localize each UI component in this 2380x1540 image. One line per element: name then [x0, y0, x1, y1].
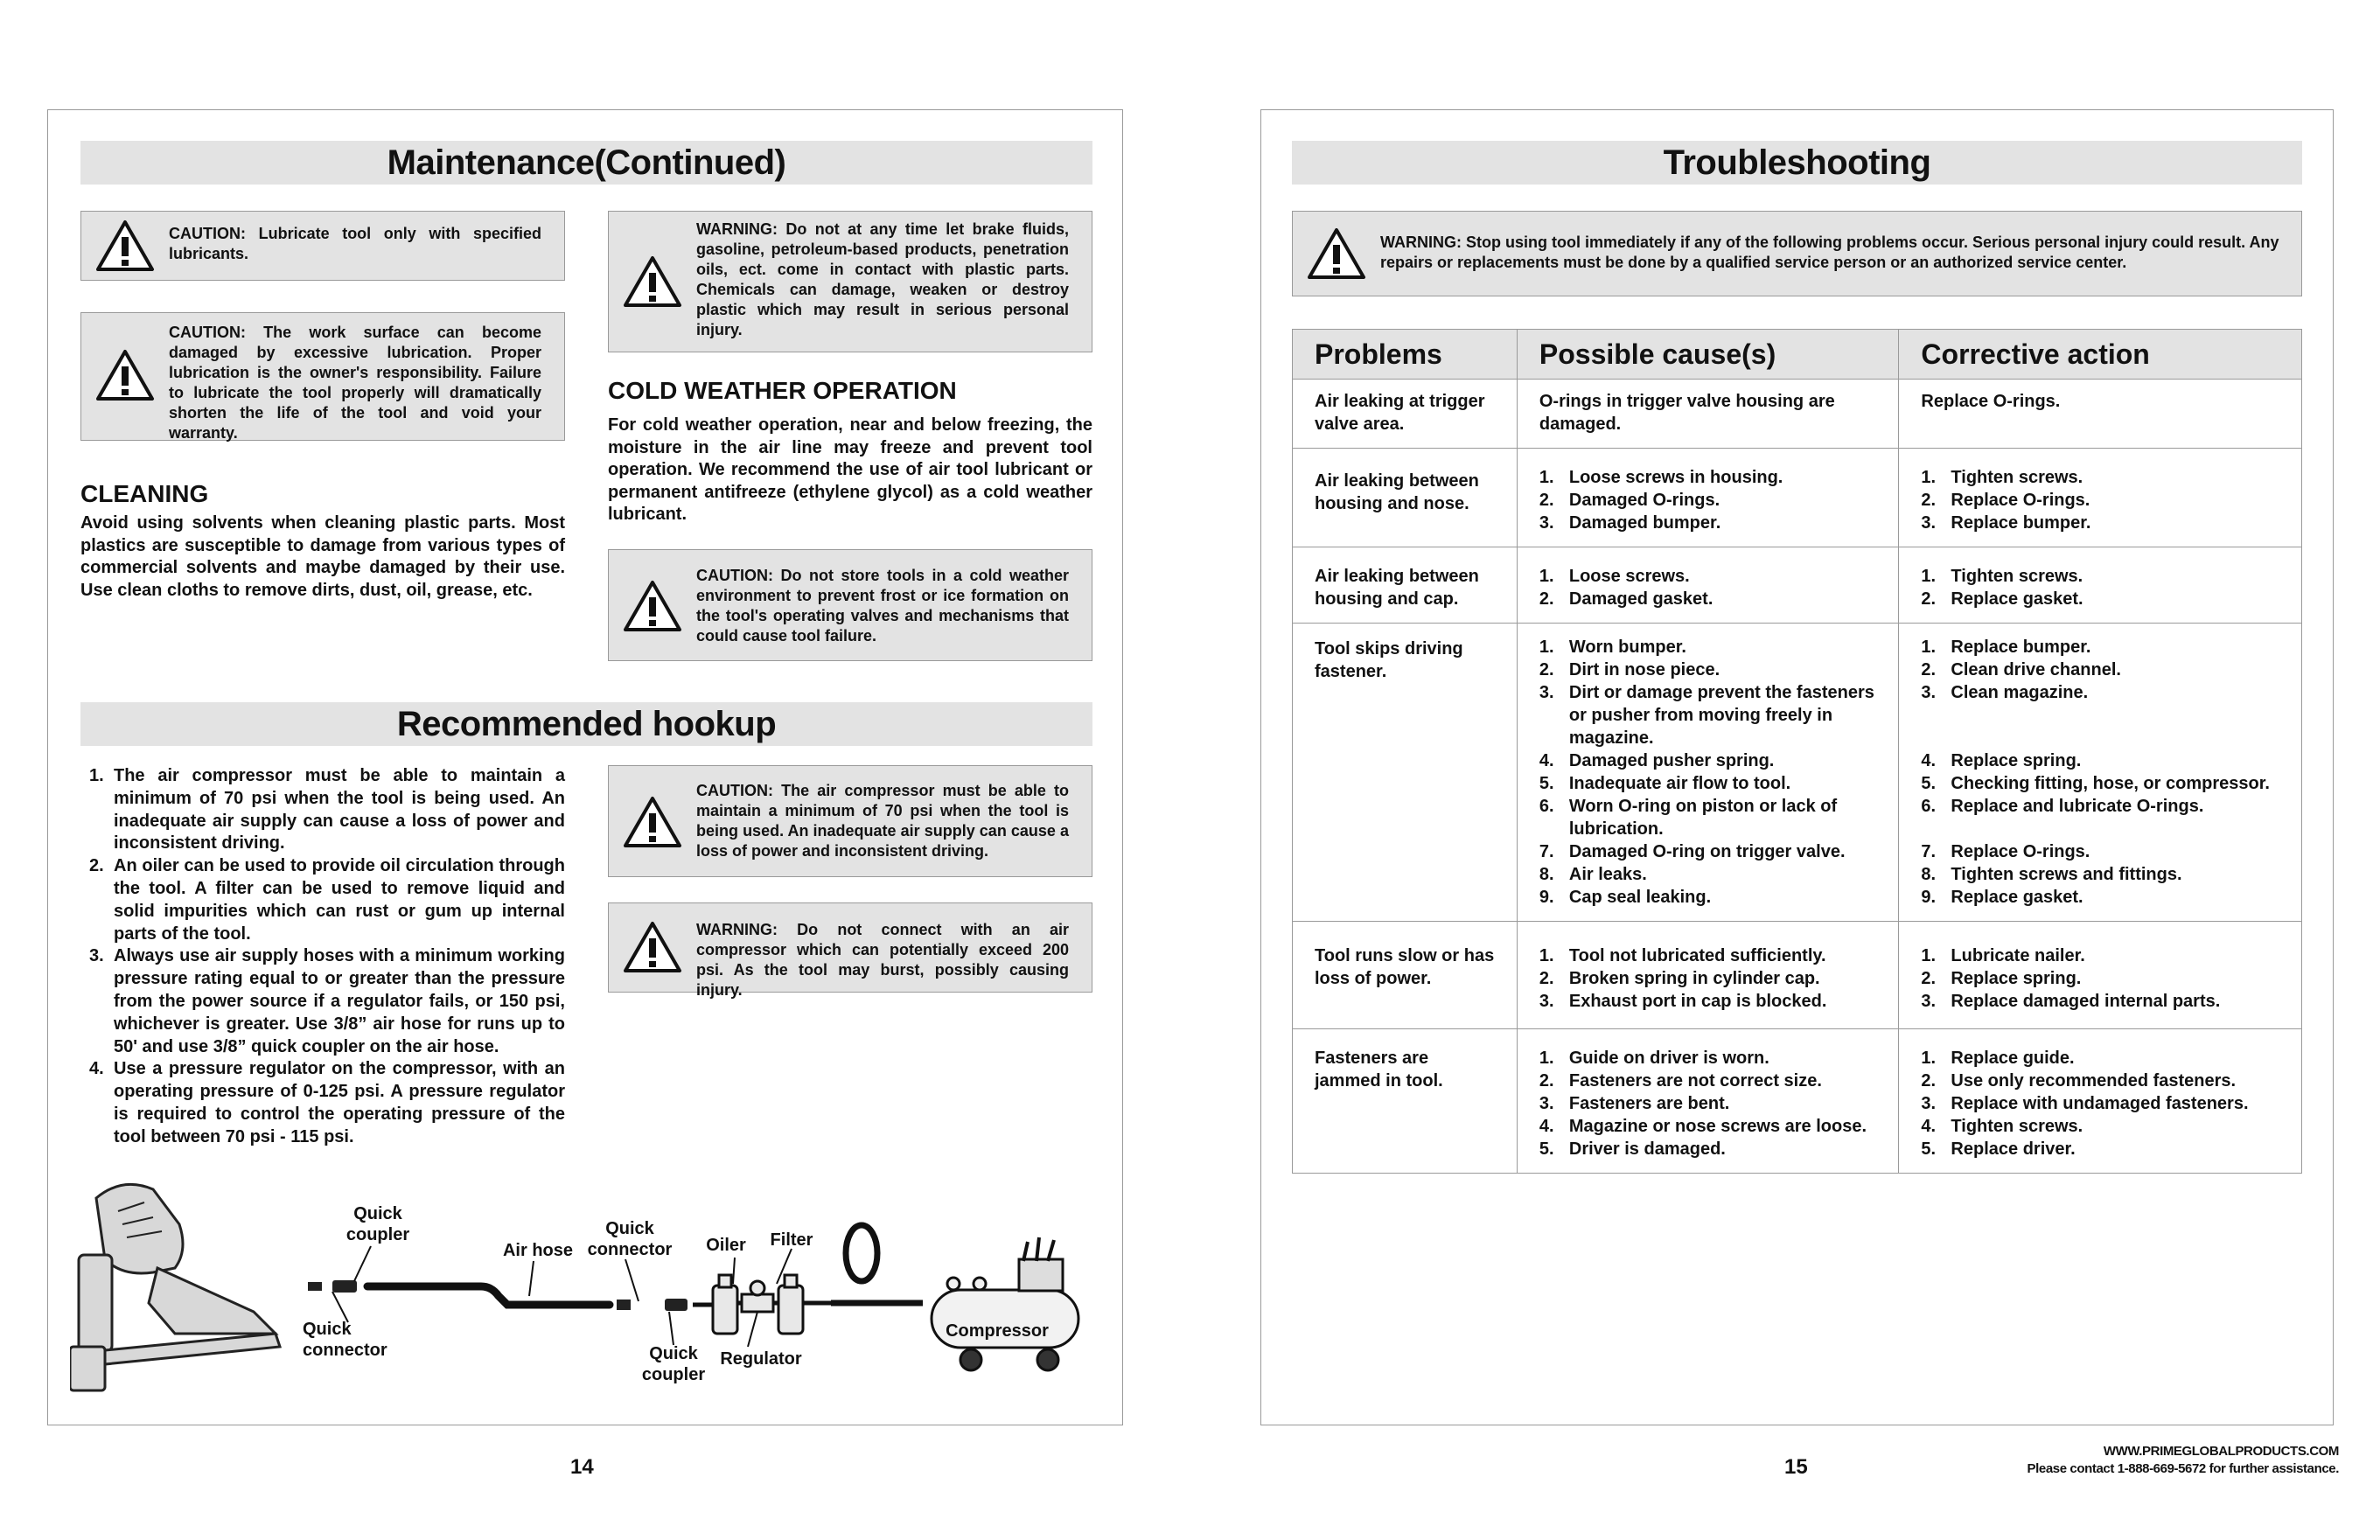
list-item: 1. Replace guide.: [1921, 1049, 2075, 1068]
list-item: 3. Always use air supply hoses with a minimum working pressure rating equal to or greater than the pressure from the power source if a regulator fails, or 150 psi, whichever is greater. Use 3/8” air hose for runs up to 50' and use 3/8” quick coupler on the air hose.: [89, 946, 565, 1056]
regulator-label: Regulator: [720, 1349, 802, 1369]
warning-200psi-text: WARNING: Do not connect with an air compressor which can potentially exceed 200 psi. As the tool may burst, possibly causing injury.: [696, 921, 1069, 999]
caution-compressor-text: CAUTION: The air compressor must be able to maintain a minimum of 70 psi when the tool is being used. An inadequate air supply can cause a loss of power and inconsistent driving.: [696, 782, 1069, 860]
list-item: 4. Damaged pusher spring.: [1539, 751, 1775, 770]
list-item: 2. Fasteners are not correct size.: [1539, 1071, 1822, 1091]
list-item: 3. Replace with undamaged fasteners.: [1921, 1094, 2249, 1113]
list-item: 8. Air leaks.: [1539, 865, 1647, 884]
warning-brake-fluids-text: WARNING: Do not at any time let brake fluids, gasoline, petroleum-based products, penetration oils, ect. come in contact with plastic parts. Chemicals can damage, weaken or destroy plastic which may result in serious personal injury.: [696, 220, 1069, 338]
list-item: 2. Replace gasket.: [1921, 589, 2083, 609]
quick-coupler-label: Quick coupler: [345, 1204, 410, 1244]
problem-cell: Air leaking between housing and cap.: [1293, 547, 1518, 624]
list-item: 1. Lubricate nailer.: [1921, 946, 2085, 965]
actions-cell: [1899, 449, 2302, 547]
cleaning-heading: CLEANING: [80, 480, 209, 507]
list-item: 1. Loose screws in housing.: [1539, 468, 1783, 487]
list-item: 1. Tool not lubricated sufficiently.: [1539, 946, 1826, 965]
table-row: [1293, 547, 2302, 624]
actions-cell: [1899, 922, 2302, 1029]
list-item: 1. Tighten screws.: [1921, 468, 2083, 487]
causes-cell: [1517, 449, 1899, 547]
actions-cell: Replace O-rings.: [1899, 380, 2302, 449]
causes-cell: [1517, 624, 1899, 922]
website-link[interactable]: WWW.PRIMEGLOBALPRODUCTS.COM: [2103, 1444, 2339, 1459]
list-item: 3. Replace damaged internal parts.: [1921, 992, 2221, 1011]
list-item: 3. Clean magazine.: [1921, 683, 2089, 702]
compressor-label: Compressor: [946, 1321, 1049, 1341]
list-item: 2. Replace spring.: [1921, 969, 2082, 988]
list-item: 5. Checking fitting, hose, or compressor.: [1921, 774, 2270, 793]
quick-coupler-label: Quick coupler: [641, 1344, 706, 1384]
causes-cell: O-rings in trigger valve housing are damaged.: [1517, 380, 1899, 449]
problem-cell: Tool skips driving fastener.: [1293, 624, 1518, 922]
problem-cell: Air leaking between housing and nose.: [1293, 449, 1518, 547]
table-row: [1293, 922, 2302, 1029]
causes-cell: [1517, 1029, 1899, 1174]
problem-cell: Fasteners are jammed in tool.: [1293, 1029, 1518, 1174]
problem-cell: Air leaking at trigger valve area.: [1293, 380, 1518, 449]
list-item: 8. Tighten screws and fittings.: [1921, 865, 2182, 884]
column-header: Corrective action: [1899, 330, 2302, 380]
list-item: 3. Damaged bumper.: [1539, 513, 1721, 533]
warning-stop-text: WARNING: Stop using tool immediately if any of the following problems occur. Serious personal injury could result. Any repairs or replacements must be done by a qualified service person or an authorized service center.: [1380, 233, 2279, 271]
actions-cell: [1899, 624, 2302, 922]
list-item: 5. Inadequate air flow to tool.: [1539, 774, 1791, 793]
list-item: 4. Magazine or nose screws are loose.: [1539, 1117, 1867, 1136]
troubleshooting-table: [1292, 329, 2302, 1174]
table-row: [1293, 624, 2302, 922]
cold-weather-heading: COLD WEATHER OPERATION: [608, 377, 957, 404]
page-number: 15: [1784, 1455, 1808, 1479]
list-item: 3. Dirt or damage prevent the fasteners or pusher from moving freely in magazine.: [1539, 683, 1874, 748]
list-item: 2. Dirt in nose piece.: [1539, 660, 1720, 679]
filter-label: Filter: [770, 1230, 813, 1250]
list-item: 1. Guide on driver is worn.: [1539, 1049, 1769, 1068]
page-number: 14: [570, 1455, 594, 1479]
problem-cell: Tool runs slow or has loss of power.: [1293, 922, 1518, 1029]
actions-cell: [1899, 547, 2302, 624]
list-item: 1. Tighten screws.: [1921, 567, 2083, 586]
list-item: 3. Replace bumper.: [1921, 513, 2091, 533]
table-header-row: [1293, 330, 2302, 380]
list-item: 2. Clean drive channel.: [1921, 660, 2121, 679]
table-row: [1293, 380, 2302, 449]
list-item: 5. Replace driver.: [1921, 1139, 2076, 1159]
list-item: 2. Replace O-rings.: [1921, 491, 2090, 510]
list-item: 3. Fasteners are bent.: [1539, 1094, 1730, 1113]
list-item: 7. Damaged O-ring on trigger valve.: [1539, 842, 1846, 861]
troubleshooting-title: Troubleshooting: [1292, 141, 2302, 185]
list-item: 1. Worn bumper.: [1539, 638, 1686, 657]
cold-weather-text: For cold weather operation, near and below freezing, the moisture in the air line may freeze and prevent tool operation. We recommend the use of air tool lubricant or permanent antifreeze (ethylene glycol) as a cold weather lubricant.: [608, 415, 1092, 524]
warning-triangle-icon: [1307, 227, 1366, 280]
caution-cold-storage-text: CAUTION: Do not store tools in a cold weather environment to prevent frost or ice formation on the tool's operating valves and mechanisms that could cause tool failure.: [696, 567, 1069, 645]
oiler-label: Oiler: [706, 1236, 746, 1255]
list-item: 4. Use a pressure regulator on the compressor, with an operating pressure of 0-125 psi. A pressure regulator is required to control the operating pressure of the tool between 70 psi - 115 psi.: [89, 1059, 565, 1146]
causes-cell: [1517, 922, 1899, 1029]
list-item: 2. Damaged O-rings.: [1539, 491, 1720, 510]
list-item: 2. An oiler can be used to provide oil circulation through the tool. A filter can be used to remove liquid and solid impurities which can rust or gum up internal parts of the tool.: [89, 856, 565, 944]
recommended-hookup-title: Recommended hookup: [80, 702, 1092, 746]
list-item: 7. Replace O-rings.: [1921, 842, 2090, 861]
list-item: 9. Cap seal leaking.: [1539, 888, 1712, 907]
quick-connector-label: Quick connector: [587, 1219, 673, 1259]
cleaning-text: Avoid using solvents when cleaning plastic parts. Most plastics are susceptible to damage from various types of commercial solvents and maybe damaged by their use. Use clean cloths to remove dirts, dust, oil, grease, etc.: [80, 513, 565, 600]
list-item: 6. Worn O-ring on piston or lack of lubrication.: [1539, 797, 1838, 839]
warning-stop-box: [1292, 211, 2302, 296]
table-row: [1293, 1029, 2302, 1174]
list-item: 1. The air compressor must be able to maintain a minimum of 70 psi when the tool is being used. An inadequate air supply can cause a loss of power and inconsistent driving.: [89, 766, 565, 854]
maintenance-title: Maintenance(Continued): [80, 141, 1092, 185]
list-item: 4. Tighten screws.: [1921, 1117, 2083, 1136]
list-item: 2. Use only recommended fasteners.: [1921, 1071, 2237, 1091]
causes-cell: [1517, 547, 1899, 624]
table-row: [1293, 449, 2302, 547]
column-header: Possible cause(s): [1517, 330, 1899, 380]
contact-line: Please contact 1-888-669-5672 for further assistance.: [2027, 1461, 2339, 1476]
list-item: 4. Replace spring.: [1921, 751, 2082, 770]
caution-work-surface-text: CAUTION: The work surface can become damaged by excessive lubrication. Proper lubrication is the owner's responsibility. Failure to lubricate the tool properly will dramatically shorten the life of the tool and void your warranty.: [169, 324, 541, 442]
caution-lubricate-text: CAUTION: Lubricate tool only with specified lubricants.: [169, 225, 541, 262]
actions-cell: [1899, 1029, 2302, 1174]
list-item: 2. Broken spring in cylinder cap.: [1539, 969, 1820, 988]
air-hose-label: Air hose: [502, 1241, 574, 1260]
list-item: 2. Damaged gasket.: [1539, 589, 1713, 609]
column-header: Problems: [1293, 330, 1518, 380]
list-item: 9. Replace gasket.: [1921, 888, 2083, 907]
list-item: 1. Loose screws.: [1539, 567, 1690, 586]
list-item: 1. Replace bumper.: [1921, 638, 2091, 657]
list-item: 6. Replace and lubricate O-rings.: [1921, 797, 2204, 816]
list-item: 5. Driver is damaged.: [1539, 1139, 1726, 1159]
quick-connector-label: Quick connector: [303, 1320, 387, 1360]
list-item: 3. Exhaust port in cap is blocked.: [1539, 992, 1827, 1011]
